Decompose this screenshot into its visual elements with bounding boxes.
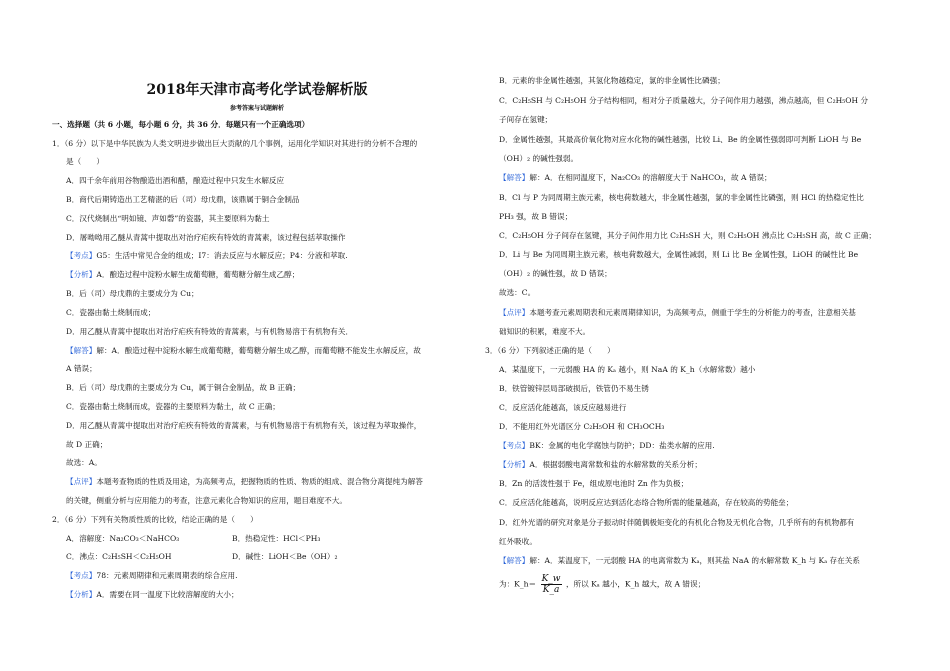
left-line (66, 176, 284, 186)
line-text: 解：A．某温度下，一元弱酸 HA 的电离常数为 Kₐ，则其盐 NaA 的水解常数 K_h 与 Kₐ 存在关系 (529, 556, 860, 565)
line-text: D．Li 与 Be 为同周期主族元素，核电荷数越大，金属性减弱，则 Li 比 Be 金属性强，LiOH 的碱性比 Be (499, 250, 859, 259)
left-tail-line (66, 571, 238, 581)
line-text: 是（ ） (66, 157, 104, 166)
left-line (66, 421, 421, 431)
line-text: 解：A．在相同温度下，Na₂CO₃ 的溶解度大于 NaHCO₃，故 A 错误； (529, 173, 772, 182)
formula-suffix: ，所以 Kₐ 越小，K_h 越大，故 A 错误； (565, 579, 706, 589)
line-text: 故选：C。 (499, 288, 536, 297)
line-text: B．商代后期铸造出工艺精湛的后（司）母戊鼎，该鼎属于铜合金制品 (66, 195, 300, 204)
line-text: 本题考查物质的性质及用途，为高频考点，把握物质的性质、物质的组成、混合物分离提纯为解答 (96, 477, 423, 486)
section-tag: 【解答】 (499, 556, 530, 565)
line-text: 础知识的积累，难度不大。 (499, 327, 591, 336)
right-line (499, 173, 772, 183)
right-line (499, 76, 725, 86)
left-line (66, 496, 347, 506)
left-line (52, 515, 258, 525)
left-line (66, 308, 155, 318)
line-text: A．某温度下，一元弱酸 HA 的 Kₐ 越小，则 NaA 的 K_h（水解常数）越小 (499, 365, 756, 374)
option-line: C．沸点：C₂H₅SH＜C₂H₅OH (66, 552, 172, 561)
line-text: 3．（6 分）下列叙述正确的是（ ） (485, 346, 615, 355)
right-line (499, 403, 626, 413)
left-line (66, 477, 423, 487)
line-text: A．四千余年前用谷物酿造出酒和醋，酿造过程中只发生水解反应 (66, 176, 285, 185)
section-tag: 【点评】 (66, 477, 97, 486)
right-line (499, 537, 537, 547)
line-text: 故 D 正确； (66, 440, 108, 449)
left-line (66, 402, 280, 412)
left-line (52, 139, 417, 149)
section-tag: 【分析】 (499, 460, 530, 469)
right-line (499, 288, 535, 298)
right-line (499, 498, 793, 508)
line-text: 本题考查元素周期表和元素周期律知识，为高频考点，侧重于学生的分析能力的考查，注意相关基 (529, 308, 856, 317)
line-text: 子间存在氢键； (499, 115, 553, 124)
right-line (499, 441, 715, 451)
line-text: C．反应活化能越高，说明反应达到活化态络合物所需的能量越高，存在较高的势能垒； (499, 498, 794, 507)
option-line: B．热稳定性：HCl＜PH₃ (232, 534, 321, 543)
line-text: 的关键，侧重分析与应用能力的考查，注意元素化合物知识的应用，题目难度不大。 (66, 496, 347, 505)
left-line (66, 251, 348, 261)
right-line (499, 327, 590, 337)
right-line (499, 193, 864, 203)
left-line (66, 440, 107, 450)
line-text: B．后（司）母戊鼎的主要成分为 Cu，属于铜合金制品，故 B 正确； (66, 383, 301, 392)
left-line (66, 195, 299, 205)
line-text: B．Zn 的活泼性强于 Fe，组成原电池时 Zn 作为负极； (499, 479, 689, 488)
right-line (485, 346, 615, 356)
line-text: B．元素的非金属性越强，其氢化物越稳定，氯的非金属性比磷强； (499, 76, 725, 85)
line-text: D．用乙醚从青蒿中提取出对治疗疟疾有特效的青蒿素，与有机物易溶于有机物有关． (66, 327, 354, 336)
right-line (499, 250, 858, 260)
line-text: D．不能用红外光谱区分 C₂H₅OH 和 CH₃OCH₃ (499, 422, 665, 431)
line-text: D．屠呦呦用乙醚从青蒿中提取出对治疗疟疾有特效的青蒿素，该过程包括萃取操作 (66, 233, 346, 242)
line-text: 2．（6 分）下列有关物质性质的比较，结论正确的是（ ） (52, 515, 258, 524)
right-line (499, 308, 856, 318)
right-line (499, 269, 612, 279)
option-line: A．溶解度：Na₂CO₃＜NaHCO₃ (66, 534, 180, 543)
right-line (499, 212, 572, 222)
section-tag: 【分析】 (66, 590, 97, 599)
line-text: B．后（司）母戊鼎的主要成分为 Cu； (66, 289, 199, 298)
line-text: C．反应活化能越高，该反应越易进行 (499, 403, 627, 412)
line-text: C．汉代烧制出“明如镜、声如磬”的瓷器，其主要原料为黏土 (66, 214, 270, 223)
line-text: C．C₂H₅SH 与 C₂H₅OH 分子结构相同，相对分子质量越大，分子间作用力越强，沸点越高，但 C₂H₅OH 分 (499, 96, 869, 105)
right-line (499, 135, 861, 145)
section-tag: 【考点】 (66, 251, 97, 260)
formula-denominator: K_a (542, 585, 560, 595)
right-line (499, 460, 702, 470)
left-line (66, 157, 104, 167)
line-text: 78：元素周期律和元素周期表的综合应用. (96, 571, 238, 580)
line-text: 1．（6 分）以下是中华民族为人类文明进步做出巨大贡献的几个事例，运用化学知识对其进行的分析不合理的 (52, 139, 418, 148)
line-text: C．C₂H₅OH 分子间存在氢键，其分子间作用力比 C₂H₅SH 大，则 C₂H₅OH 沸点比 C₂H₅SH 高，故 C 正确； (499, 231, 876, 240)
right-line (499, 422, 664, 432)
left-line (52, 120, 309, 130)
line-text: 故选：A。 (66, 458, 102, 467)
section-tag: 【考点】 (66, 571, 97, 580)
formula-fraction (541, 574, 562, 595)
right-line (499, 96, 868, 106)
left-line (66, 214, 269, 224)
right-line (499, 518, 854, 528)
line-text: （OH）₂ 的碱性强弱。 (499, 154, 579, 163)
line-text: 一、选择题（共 6 小题，每小题 6 分，共 36 分．每题只有一个正确选项） (52, 120, 310, 129)
right-line (499, 479, 688, 489)
line-text: C．瓷器由黏土烧制而成，瓷器的主要原料为黏土，故 C 正确； (66, 402, 280, 411)
right-line (499, 115, 552, 125)
line-text: 解：A．酿造过程中淀粉水解生成葡萄糖，葡萄糖分解生成乙醇，而葡萄糖不能发生水解反应，故 (96, 346, 421, 355)
line-text: A．需要在同一温度下比较溶解度的大小； (96, 590, 239, 599)
right-line (499, 384, 649, 394)
line-text: （OH）₂ 的碱性强，故 D 错误； (499, 269, 612, 278)
left-tail-line (66, 590, 239, 600)
document-subtitle: 参考答案与试题解析 (229, 105, 284, 112)
line-text: D．红外光谱的研究对象是分子振动时伴随偶极矩变化的有机化合物及无机化合物，几乎所有的有机物都有 (499, 518, 855, 527)
line-text: D．金属性越强，其最高价氧化物对应水化物的碱性越强，比较 Li、Be 的金属性强弱即可判断 LiOH 与 Be (499, 135, 862, 144)
option-line: D．碱性：LiOH＜Be（OH）₂ (232, 552, 338, 561)
line-text: PH₃ 强，故 B 错误； (499, 212, 573, 221)
right-line (499, 365, 755, 375)
left-line (66, 458, 102, 468)
line-text: B．铁管镀锌层局部破损后，铁管仍不易生锈 (499, 384, 649, 393)
line-text: A．根据弱酸电离常数和盐的水解常数的关系分析； (529, 460, 702, 469)
section-tag: 【解答】 (66, 346, 97, 355)
line-text: A．酿造过程中淀粉水解生成葡萄糖，葡萄糖分解生成乙醇； (96, 270, 300, 279)
line-text: D．用乙醚从青蒿中提取出对治疗疟疾有特效的青蒿素，与有机物易溶于有机物有关，该过程为萃取操作， (66, 421, 422, 430)
section-tag: 【解答】 (499, 173, 530, 182)
line-text: C．瓷器由黏土烧制而成； (66, 308, 156, 317)
left-line (66, 289, 199, 299)
right-line (499, 154, 578, 164)
line-text: A 错误； (66, 364, 97, 373)
line-text: BK：金属的电化学腐蚀与防护；DD：盐类水解的应用. (529, 441, 715, 450)
left-line (66, 233, 345, 243)
left-line (66, 270, 299, 280)
line-text: B．Cl 与 P 为同周期主族元素，核电荷数越大，非金属性越强，氯的非金属性比磷强，则 HCl 的热稳定性比 (499, 193, 864, 202)
line-text: 红外吸收。 (499, 537, 537, 546)
line-text: G5：生活中常见合金的组成；I7：消去反应与水解反应；P4：分液和萃取. (96, 251, 348, 260)
section-tag: 【分析】 (66, 270, 97, 279)
formula-line (499, 574, 705, 595)
right-line (499, 231, 876, 241)
right-line (499, 556, 860, 566)
section-tag: 【点评】 (499, 308, 530, 317)
left-line (66, 364, 97, 374)
formula-numerator: K_w (541, 574, 561, 584)
section-tag: 【考点】 (499, 441, 530, 450)
left-line (66, 383, 300, 393)
left-line (66, 327, 353, 337)
left-line (66, 346, 421, 356)
document-title: 2018年天津市高考化学试卷解析版 (146, 82, 368, 98)
formula-prefix: 为：K_h＝ (499, 579, 537, 589)
